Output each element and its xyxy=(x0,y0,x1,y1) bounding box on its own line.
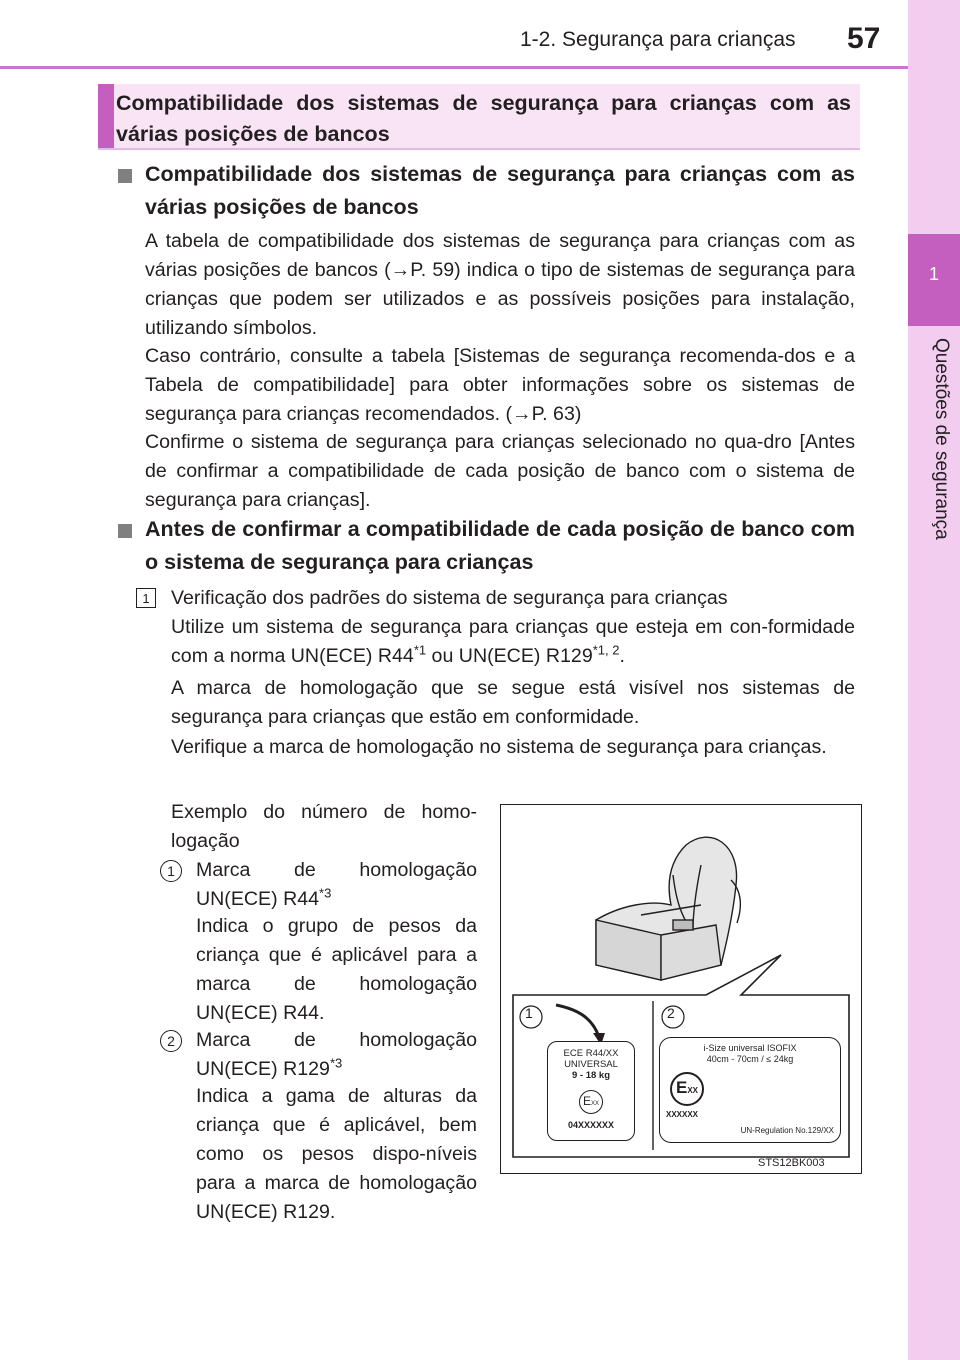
e-mark-sub: XX xyxy=(687,1086,698,1095)
e-mark-icon xyxy=(670,1072,704,1106)
e-mark-letter: E xyxy=(675,1078,688,1097)
subsection-title: Antes de confirmar a compatibilidade de cada posição de banco com o sistema de segurança para crianças xyxy=(145,517,855,574)
footnote-ref: *1 xyxy=(413,642,427,658)
paragraph-text: . xyxy=(619,645,625,667)
chapter-number: 1 xyxy=(928,264,939,284)
section-title: Compatibilidade dos sistemas de segurança para crianças com as várias posições de bancos xyxy=(116,91,851,146)
footnote-ref: *1, 2 xyxy=(592,642,620,658)
footnote-ref: *3 xyxy=(329,1055,343,1071)
paragraph: Confirme o sistema de segurança para crianças selecionado no qua-dro [Antes de confirmar a compatibilidade de cada posição de banco com o sistema de segurança para crianças]. xyxy=(145,431,855,511)
e-mark-letter: E xyxy=(582,1094,591,1108)
figure-code: STS12BK003 xyxy=(758,1157,825,1169)
item-number-circle: 2 xyxy=(160,1030,182,1052)
r44-code: 04XXXXXX xyxy=(567,1120,615,1130)
step-number-box: 1 xyxy=(136,588,156,608)
r129-line: 40cm - 70cm / ≤ 24kg xyxy=(706,1054,794,1064)
paragraph xyxy=(171,613,855,671)
r129-line: i-Size universal ISOFIX xyxy=(703,1043,797,1053)
item-number-circle: 1 xyxy=(160,860,182,882)
running-header-section: 1-2. Segurança para crianças xyxy=(520,28,796,51)
callout-number: 1 xyxy=(525,1005,533,1021)
paragraph: Verifique a marca de homologação no sistema de segurança para crianças. xyxy=(171,736,827,758)
footnote-ref: *3 xyxy=(319,885,332,901)
paragraph: A tabela de compatibilidade dos sistemas de segurança para crianças com as várias posições de bancos (→P. 59) indica o tipo de sistemas de segurança para crianças que podem ser utilizados e as possíveis posições para instalação, utilizando símbolos. xyxy=(145,230,855,339)
r44-line: ECE R44/XX xyxy=(563,1048,619,1059)
item-title-text: Marca de homologação UN(ECE) R129 xyxy=(196,1029,477,1080)
illustration-frame xyxy=(500,804,862,1174)
example-label: Exemplo do número de homo-logação xyxy=(171,801,477,852)
step-title: Verificação dos padrões do sistema de segurança para crianças xyxy=(171,587,728,609)
child-seat-icon xyxy=(596,837,740,980)
paragraph: Caso contrário, consulte a tabela [Sistemas de segurança recomenda-dos e a Tabela de compatibilidade] para obter informações sobre os sistemas de segurança para crianças recomendados. (→P. 63) xyxy=(145,345,855,425)
chapter-number-tab xyxy=(908,234,960,326)
header-rule xyxy=(0,66,908,69)
chapter-side-tab xyxy=(908,0,960,1360)
r129-homologation-label xyxy=(659,1037,841,1143)
paragraph: A marca de homologação que se segue está visível nos sistemas de segurança para crianças que estão em conformidade. xyxy=(171,677,855,728)
r129-regulation: UN-Regulation No.129/XX xyxy=(740,1126,834,1135)
paragraph-text: ou UN(ECE) R129 xyxy=(426,645,593,667)
item-description: Indica o grupo de pesos da criança que é aplicável para a marca de homologação UN(ECE) R44. xyxy=(196,915,477,1024)
subsection-title: Compatibilidade dos sistemas de segurança para crianças com as várias posições de bancos xyxy=(145,162,855,219)
paragraph-text: Utilize um sistema de segurança para crianças que esteja em con-formidade com a norma UN(ECE) R44 xyxy=(171,616,855,667)
r129-code: XXXXXX xyxy=(666,1110,699,1119)
bullet-square-icon xyxy=(118,169,132,183)
callout-number: 2 xyxy=(667,1005,675,1021)
r44-line: 9 - 18 kg xyxy=(571,1070,611,1081)
page-number: 57 xyxy=(847,22,881,55)
e-mark-icon xyxy=(579,1090,603,1114)
item-title xyxy=(196,1026,477,1084)
r44-homologation-label xyxy=(547,1041,635,1141)
item-title xyxy=(196,856,477,914)
e-mark-sub: XX xyxy=(591,1101,600,1107)
item-title-text: Marca de homologação UN(ECE) R44 xyxy=(196,859,477,910)
r44-line: UNIVERSAL xyxy=(564,1059,618,1070)
bullet-square-icon xyxy=(118,524,132,538)
section-rule xyxy=(98,148,860,150)
chapter-label: Questões de segurança xyxy=(931,338,952,540)
item-description: Indica a gama de alturas da criança que é aplicável, bem como os pesos dispo-níveis para a marca de homologação UN(ECE) R129. xyxy=(196,1085,477,1223)
